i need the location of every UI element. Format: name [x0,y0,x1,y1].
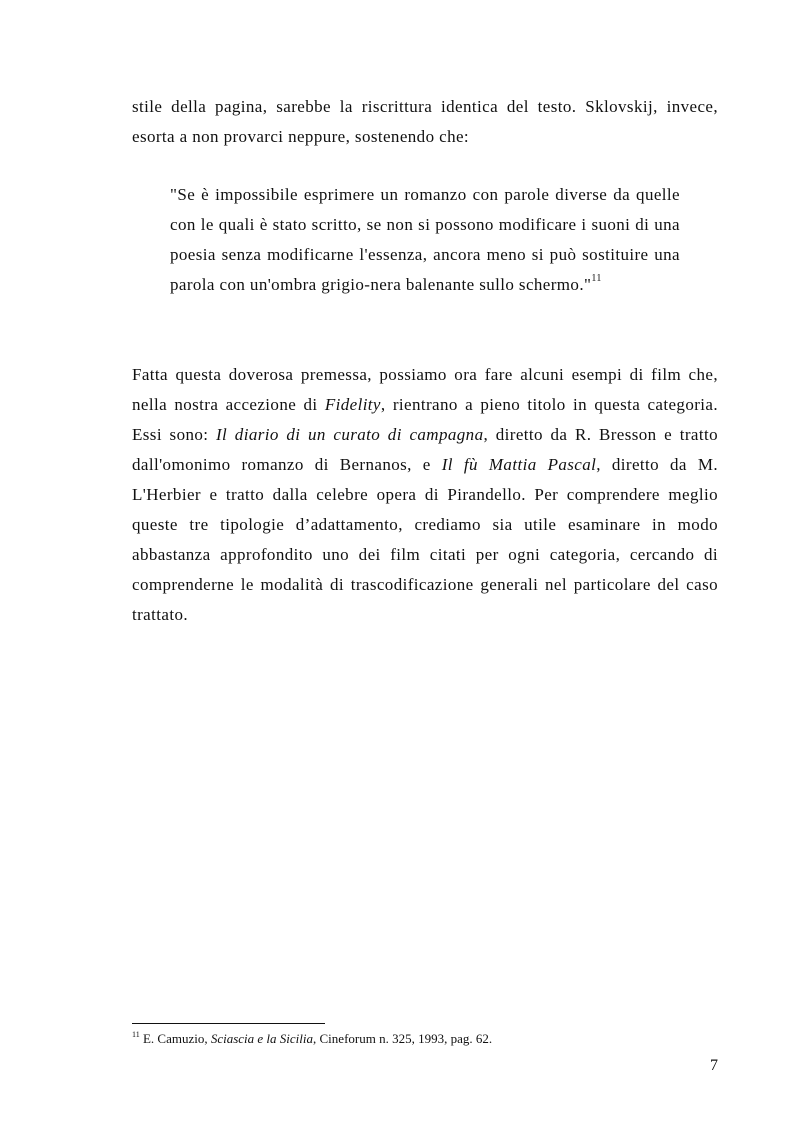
paragraph-2-text-1: Fatta questa doverosa premessa, possiamo ora fare alcuni esempi di film che, nella nostra accezione di [132,365,718,414]
footnote-divider [132,1023,325,1024]
footnote-author: E. Camuzio, [139,1031,211,1046]
footnote [132,1030,718,1048]
paragraph-2-text-4: , diretto da M. L'Herbier e tratto dalla celebre opera di Pirandello. Per comprendere meglio queste tre tipologie d’adattamento, crediamo sia utile esaminare in modo abbastanza approfondito uno dei film citati per ogni categoria, cercando di comprenderne le modalità di trascodificazione generali nel particolare del caso trattato. [132,455,718,624]
quote-footnote-ref[interactable]: 11 [591,273,602,285]
footnote-title: Sciascia e la Sicilia [210,1031,314,1046]
quote-text: "Se è impossibile esprimere un romanzo con parole diverse da quelle con le quali è stato scritto, se non si possono modificare i suoni di una poesia senza modificarne l'essenza, ancora meno si può sostituire una parola con un'ombra grigio-nera balenante sullo schermo." [170,185,680,294]
film-title-diario: Il diario di un curato di campagna [216,425,484,444]
fidelity-term: Fidelity [324,395,381,414]
paragraph-2-text-3: , diretto da R. Bresson e tratto dall'omonimo romanzo di Bernanos, e [132,425,718,474]
paragraph-2-text-2: , rientrano a pieno titolo in questa categoria. Essi sono: [132,395,719,444]
footnote-rest: , Cineforum n. 325, 1993, pag. 62. [313,1031,493,1046]
page-number: 7 [710,1057,718,1074]
film-title-mattia-pascal: Il fù Mattia Pascal [441,455,597,474]
footnote-number: 11 [132,1029,140,1039]
body-paragraph-1: stile della pagina, sarebbe la riscrittura identica del testo. Sklovskij, invece, esorta a non provarci neppure, sostenendo che: [132,97,718,146]
body-paragraph-2 [132,360,718,630]
block-quote [170,180,680,300]
